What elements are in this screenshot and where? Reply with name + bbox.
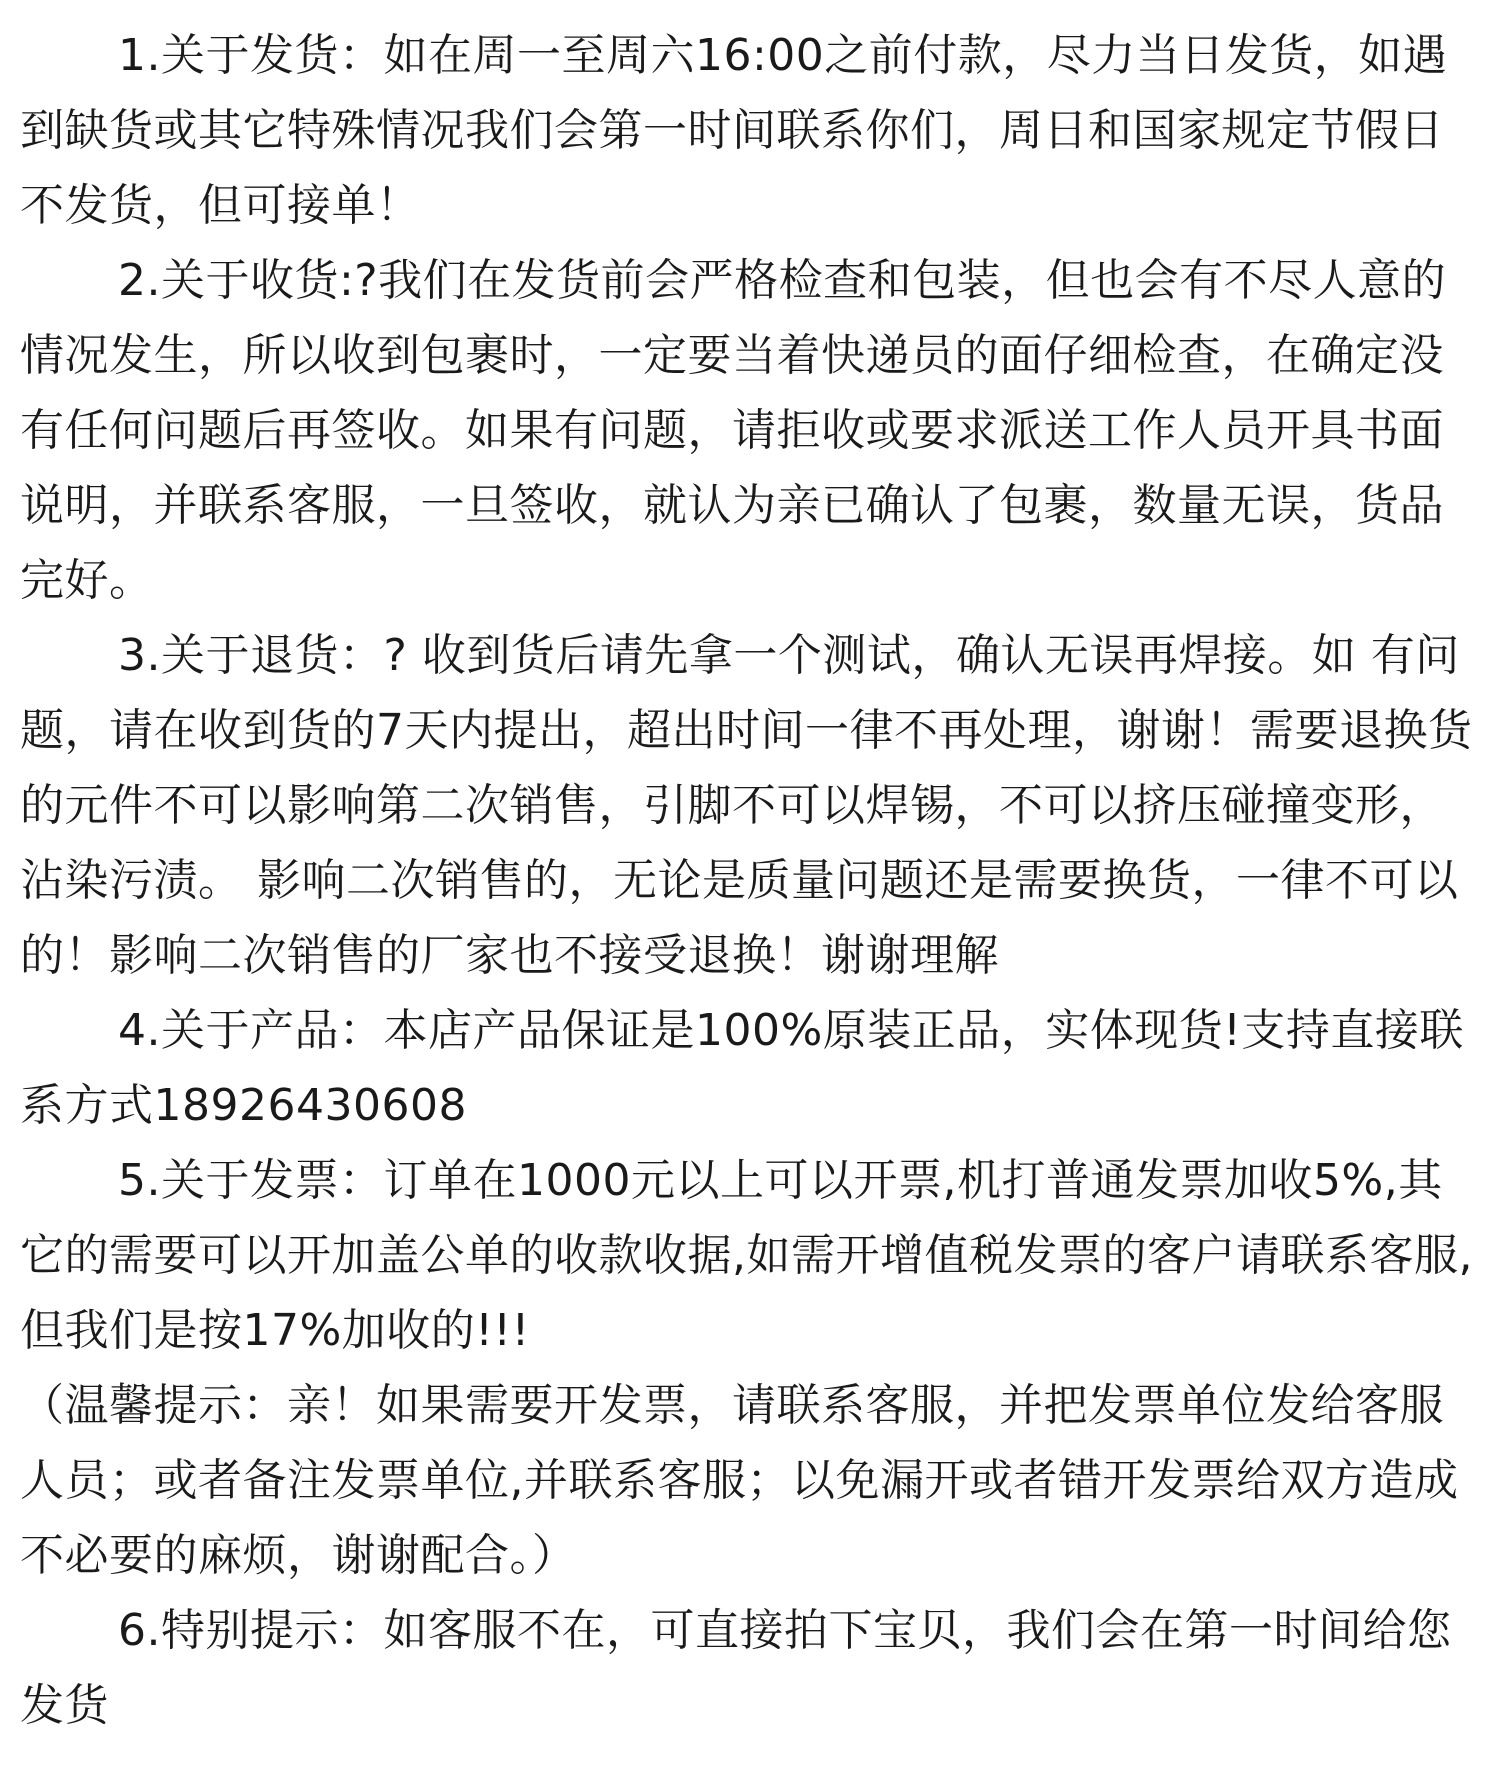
paragraph-invoice-tip: （温馨提示：亲！如果需要开发票，请联系客服，并把发票单位发给客服人员；或者备注发票单位,并联系客服；以免漏开或者错开发票给双方造成不必要的麻烦，谢谢配合。） xyxy=(20,1380,1459,1581)
policy-document xyxy=(20,18,1480,1743)
paragraph-special-notice: 6.特别提示：如客服不在，可直接拍下宝贝，我们会在第一时间给您发货 xyxy=(20,1605,1452,1731)
paragraph-products: 4.关于产品：本店产品保证是100%原装正品，实体现货!支持直接联系方式18926430608 xyxy=(20,1005,1464,1131)
paragraph-shipping: 1.关于发货：如在周一至周六16:00之前付款，尽力当日发货，如遇到缺货或其它特殊情况我们会第一时间联系你们，周日和国家规定节假日不发货，但可接单！ xyxy=(20,30,1448,231)
paragraph-invoice: 5.关于发票：订单在1000元以上可以开票,机打普通发票加收5%,其它的需要可以开加盖公单的收款收据,如需开增值税发票的客户请联系客服,但我们是按17%加收的!!! xyxy=(20,1155,1473,1356)
paragraph-returns: 3.关于退货：? 收到货后请先拿一个测试，确认无误再焊接。如 有问题，请在收到货的7天内提出，超出时间一律不再处理，谢谢！需要退换货的元件不可以影响第二次销售，引脚不可以焊锡，不可以挤压碰撞变形，沾染污渍。 影响二次销售的，无论是质量问题还是需要换货，一律不可以的！影响二次销售的厂家也不接受退换！谢谢理解 xyxy=(20,630,1473,981)
paragraph-receiving: 2.关于收货:?我们在发货前会严格检查和包装，但也会有不尽人意的情况发生，所以收到包裹时，一定要当着快递员的面仔细检查，在确定没有任何问题后再签收。如果有问题，请拒收或要求派送工作人员开具书面说明，并联系客服，一旦签收，就认为亲已确认了包裹，数量无误，货品完好。 xyxy=(20,255,1447,606)
